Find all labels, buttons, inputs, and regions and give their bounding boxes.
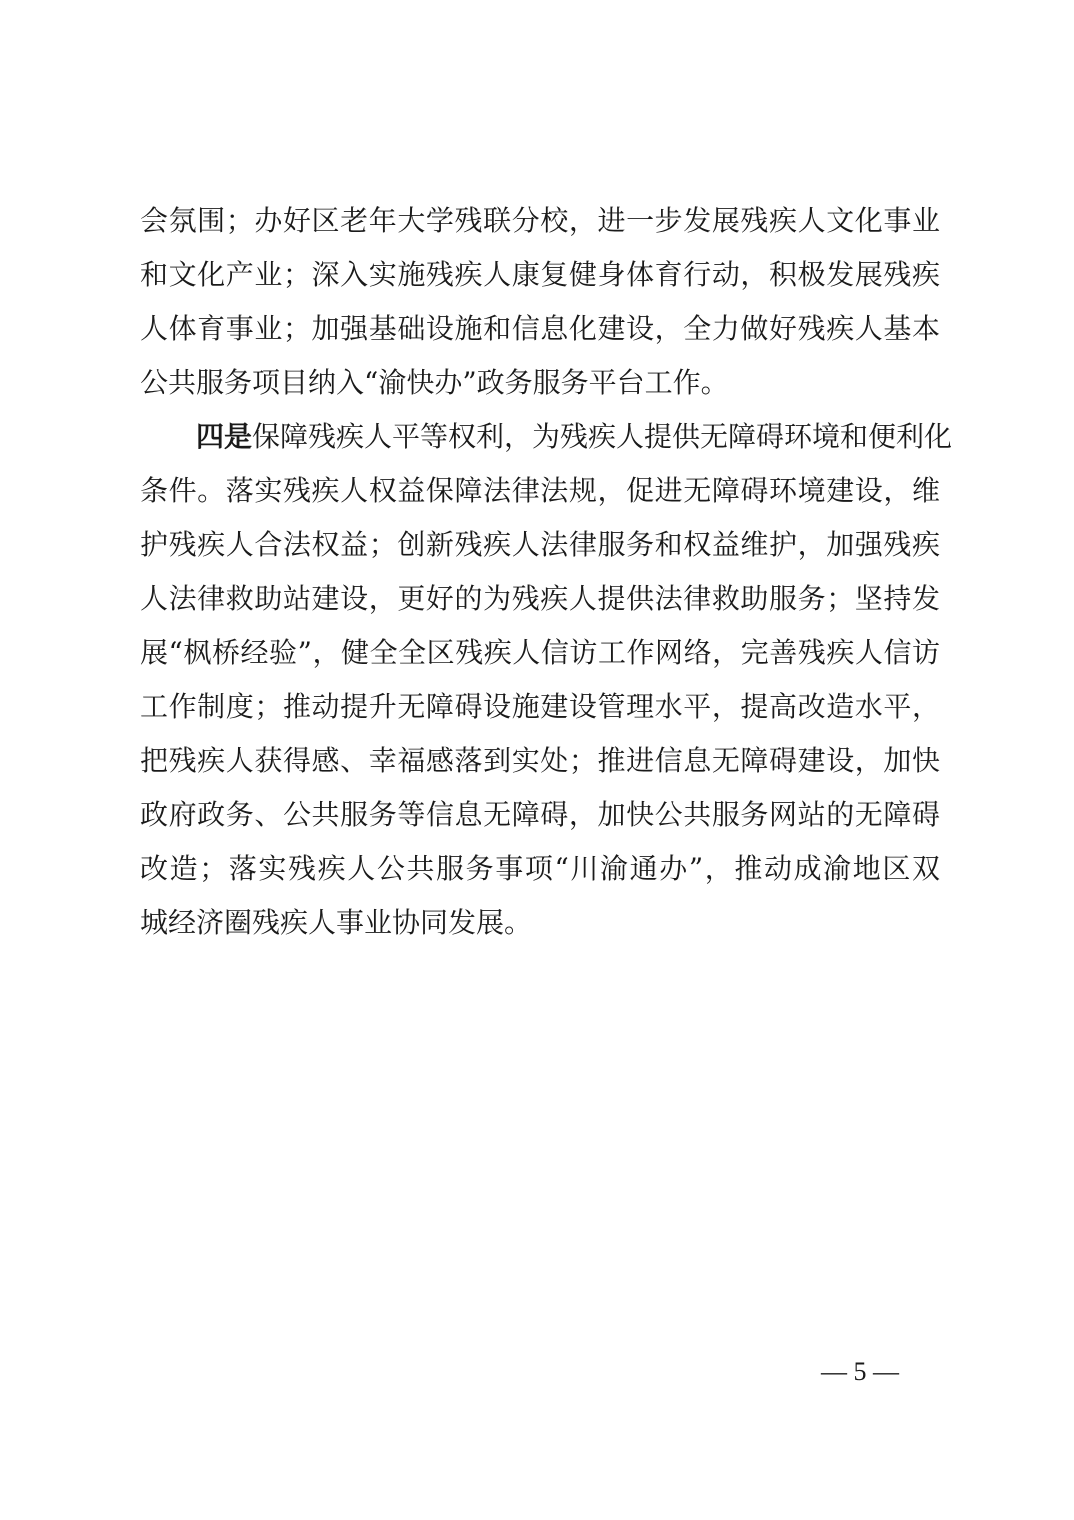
paragraph-2-line-1 xyxy=(196,419,953,455)
paragraph-2-line-5: 展“枫桥经验”，健全全区残疾人信访工作网络，完善残疾人信访 xyxy=(140,636,940,669)
paragraph-2-line-8: 政府政务、公共服务等信息无障碍，加快公共服务网站的无障碍 xyxy=(140,798,940,831)
paragraph-2-line-3: 护残疾人合法权益；创新残疾人法律服务和权益维护，加强残疾 xyxy=(140,528,940,561)
paragraph-2-lead: 四是 xyxy=(196,420,253,453)
paragraph-1-line-1: 会氛围；办好区老年大学残联分校，进一步发展残疾人文化事业 xyxy=(140,204,940,237)
paragraph-2-line-4: 人法律救助站建设，更好的为残疾人提供法律救助服务；坚持发 xyxy=(140,582,940,615)
paragraph-1-line-3: 人体育事业；加强基础设施和信息化建设，全力做好残疾人基本 xyxy=(140,312,940,345)
paragraph-2-line-10: 城经济圈残疾人事业协同发展。 xyxy=(140,906,533,939)
page-number: — 5 — xyxy=(821,1357,899,1386)
paragraph-2-first-line-text: 保障残疾人平等权利，为残疾人提供无障碍环境和便利化 xyxy=(252,420,953,453)
paragraph-2-line-9: 改造；落实残疾人公共服务事项“川渝通办”，推动成渝地区双 xyxy=(140,852,940,885)
paragraph-1-line-4: 公共服务项目纳入“渝快办”政务服务平台工作。 xyxy=(140,366,729,399)
paragraph-2-line-7: 把残疾人获得感、幸福感落到实处；推进信息无障碍建设，加快 xyxy=(140,744,940,777)
paragraph-2-line-6: 工作制度；推动提升无障碍设施建设管理水平，提高改造水平， xyxy=(140,690,940,723)
paragraph-2-line-2: 条件。落实残疾人权益保障法律法规，促进无障碍环境建设，维 xyxy=(140,474,940,507)
paragraph-1-line-2: 和文化产业；深入实施残疾人康复健身体育行动，积极发展残疾 xyxy=(140,258,940,291)
